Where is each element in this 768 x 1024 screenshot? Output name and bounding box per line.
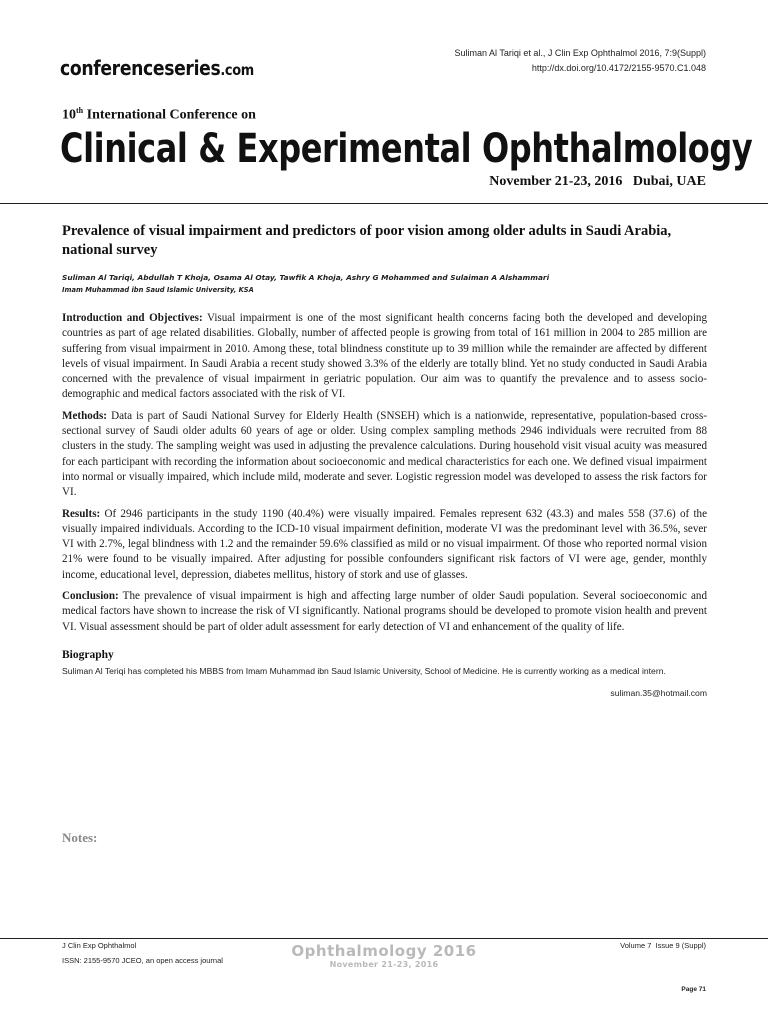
section-heading: Results: <box>62 507 101 520</box>
section-conclusion <box>62 589 707 635</box>
footer-issn: ISSN: 2155-9570 JCEO, an open access journal <box>62 956 223 965</box>
header-divider <box>0 203 768 204</box>
brand-name: conferenceseries <box>60 56 221 80</box>
conference-number: 10 <box>62 107 76 123</box>
section-heading: Introduction and Objectives: <box>62 312 203 324</box>
citation-block <box>455 46 706 76</box>
section-text: Visual impairment is one of the most significant health concerns facing both the developed and developing countries as part of age related disabilities. Globally, number of affected people is growing from total of 161 million in 2004 to 285 million are suffering from visual impairment in 2010. Among these, total blindness constitute up to 39 million while the remainder are affected by different levels of visual impairment. In Saudi Arabia a recent study showed 3.3% of the elderly are totally blind. Yet no study conducted in Saudi Arabia concerned with the prevalence of visual impairment in geriatric population. Our aim was to quantify the prevalence and to assess socio-demographic and medical factors associated with the risk of VI. <box>62 312 707 401</box>
section-heading: Methods: <box>62 409 107 422</box>
publisher-logo <box>60 56 254 80</box>
article-title: Prevalence of visual impairment and predictors of poor vision among older adults in Saudi Arabia, national survey <box>62 223 672 258</box>
section-text: Of 2946 participants in the study 1190 (40.4%) were visually impaired. Females represent 632 (43.3) and males 558 (37.6) of the visually impaired individuals. According to the ICD-10 visual impairment definition, moderate VI was the predominant level with 36.5%, sever VI with 2.7%, legal blindness with 1.2 and the remainder 59.6% classified as mild or no visual impairment. Of those who reported normal vision 21% were found to be visually impaired. After adjusting for possible confounders significant risk factors of VI were age, gender, monthly income, educational level, depression, diabetes mellitus, history of stork and use of glasses. <box>62 507 707 581</box>
author-affiliation: Imam Muhammad ibn Saud Islamic University, KSA <box>62 286 254 294</box>
section-methods <box>62 409 707 501</box>
doi-link[interactable]: http://dx.doi.org/10.4172/2155-9570.C1.048 <box>531 63 706 73</box>
section-text: Data is part of Saudi National Survey for Elderly Health (SNSEH) which is a nationwide, representative, population-based cross-sectional survey of Saudi older adults 60 years of age or older. Using complex sampling methods 2946 individuals were recruited from 88 clusters in the study. The sampling weight was used in adjusting the prevalence calculations. During household visit visual acuity was measured for each participant with recording the information about socioeconomic and medical characteristics for each one. We defined visual impairment into normal or visually impaired, which include mild, moderate and sever. Logistic regression model was developed to assess the risk factors for VI. <box>62 409 707 499</box>
abstract-article <box>62 222 707 698</box>
section-heading: Conclusion: <box>62 590 119 603</box>
biography-text: Suliman Al Teriqi has completed his MBBS from Imam Muhammad ibn Saud Islamic University, School of Medicine. He is currently working as a medical intern. <box>62 665 666 676</box>
citation-line: Suliman Al Tariqi et al., J Clin Exp Ophthalmol 2016, 7:9(Suppl) <box>454 48 706 58</box>
footer-volume-issue: Volume 7 Issue 9 (Suppl) <box>620 941 706 950</box>
section-introduction <box>62 311 707 403</box>
conference-edition <box>62 106 256 124</box>
footer-event-block <box>254 942 514 969</box>
conference-title: Clinical & Experimental Ophthalmology <box>60 126 753 172</box>
footer-event-name: Ophthalmology 2016 <box>291 942 477 960</box>
section-text: The prevalence of visual impairment is high and affecting large number of older Saudi population. Several socioeconomic and medical factors have shown to increase the risk of VI significantly. National programs should be developed to promote vision health and prevent VI. Visual assessment should be part of older adult assessment for early detection of VI and enhancement of the quality of life. <box>62 590 707 633</box>
biography-heading: Biography <box>62 648 114 661</box>
conference-edition-text: International Conference on <box>83 107 256 123</box>
notes-label: Notes: <box>62 830 98 845</box>
brand-domain: .com <box>220 61 254 79</box>
author-list: Suliman Al Tariqi, Abdullah T Khoja, Osama Al Otay, Tawfik A Khoja, Ashry G Mohammed and Sulaiman A Alshammari <box>62 273 550 282</box>
conference-date-location: November 21-23, 2016 Dubai, UAE <box>489 174 706 189</box>
page-number: Page 71 <box>681 986 706 993</box>
conference-number-suffix: th <box>76 106 84 115</box>
footer-event-dates: November 21-23, 2016 <box>329 960 439 969</box>
footer-divider <box>0 938 768 939</box>
author-email-link[interactable]: suliman.35@hotmail.com <box>610 687 707 698</box>
footer-journal: J Clin Exp Ophthalmol <box>62 941 137 950</box>
section-results <box>62 507 707 583</box>
